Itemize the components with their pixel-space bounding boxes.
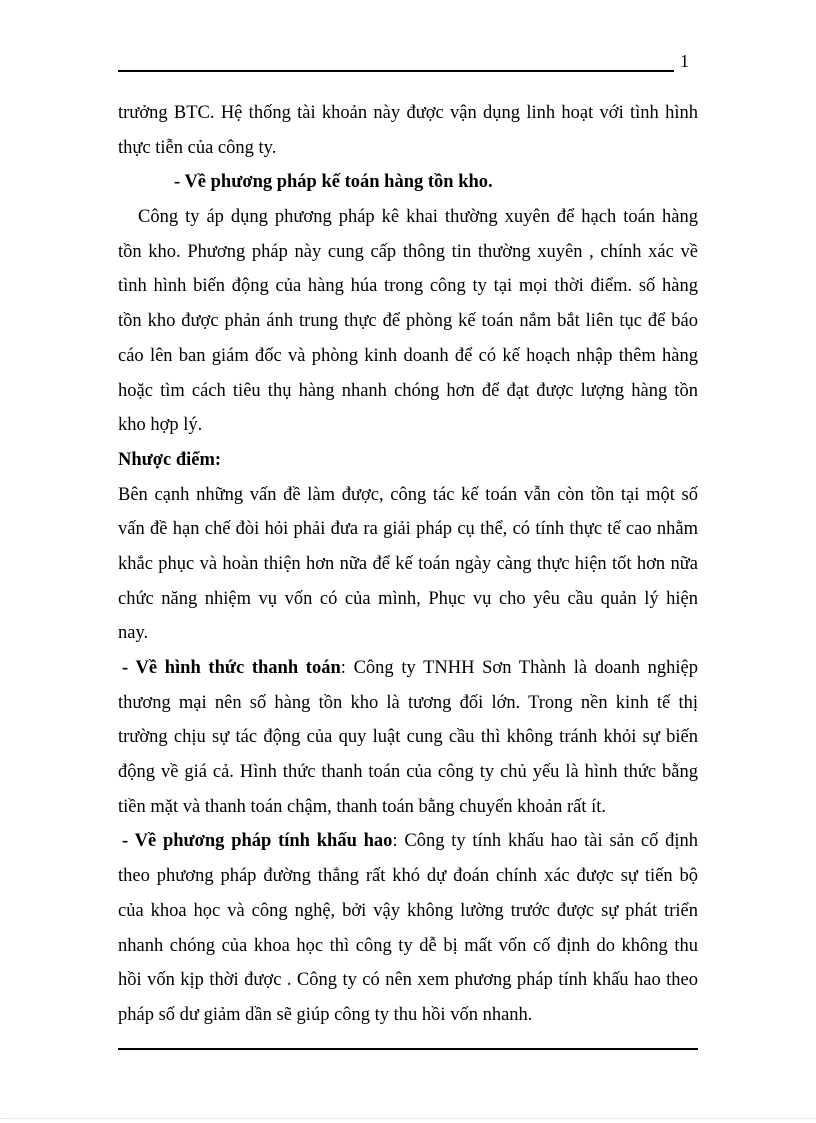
text-line: tồn kho được phản ánh trung thực để phòng kế toán nắm bắt liên tục để báo bbox=[118, 311, 698, 332]
document-body bbox=[118, 96, 698, 1033]
text-line: chức năng nhiệm vụ vốn có của mình, Phục vụ cho yêu cầu quản lý hiện bbox=[118, 588, 698, 609]
text-line: theo phương pháp đường thẳng rất khó dự đoán chính xác được sự tiến bộ bbox=[118, 866, 698, 887]
text-line: thương mại nên số hàng tồn kho là tương đối lớn. Trong nền kinh tế thị bbox=[118, 692, 698, 713]
text-line: tiền mặt và thanh toán chậm, thanh toán bằng chuyển khoản rất ít. bbox=[118, 796, 607, 817]
text-line: nay. bbox=[118, 623, 149, 644]
text-line: của khoa học và công nghệ, bởi vậy không lường trước được sự phát triển bbox=[118, 900, 698, 921]
section-heading bbox=[118, 443, 698, 478]
text-line: kho hợp lý. bbox=[118, 415, 203, 436]
text-line: hồi vốn kịp thời được . Công ty có nên xem phương pháp tính khấu hao theo bbox=[118, 970, 698, 991]
inline-text: : Công ty tính khấu hao tài sản cố định bbox=[392, 831, 698, 852]
text-line: Bên cạnh những vấn đề làm được, công tác kế toán vẫn còn tồn tại một số bbox=[118, 484, 698, 505]
text-line: thực tiễn của công ty. bbox=[118, 137, 277, 158]
text-line: nhanh chóng của khoa học thì công ty dễ bị mất vốn cố định do không thu bbox=[118, 935, 698, 956]
text-line bbox=[118, 651, 698, 686]
text-line: hoặc tìm cách tiêu thụ hàng nhanh chóng hơn để đạt được lượng hàng tồn bbox=[118, 380, 698, 401]
page-edge bbox=[0, 1118, 816, 1119]
text-line: khắc phục và hoàn thiện hơn nữa để kế toán ngày càng thực hiện tốt hơn nữa bbox=[118, 553, 698, 574]
text-line: trưởng BTC. Hệ thống tài khoản này được vận dụng linh hoạt với tình hình bbox=[118, 103, 698, 123]
text-line: tồn kho. Phương pháp này cung cấp thông tin thường xuyên , chính xác về bbox=[118, 241, 698, 262]
text-line: Công ty áp dụng phương pháp kê khai thường xuyên để hạch toán hàng bbox=[138, 207, 698, 228]
section-heading bbox=[118, 165, 698, 200]
footer-rule bbox=[118, 1048, 698, 1050]
text-line: tình hình biến động của hàng húa trong công ty tại mọi thời điểm. số hàng bbox=[118, 276, 698, 297]
text-line: vấn đề hạn chế đòi hỏi phải đưa ra giải pháp cụ thể, có tính thực tế cao nhằm bbox=[118, 519, 698, 540]
heading-text: - Về phương pháp kế toán hàng tồn kho. bbox=[174, 172, 493, 193]
text-line bbox=[118, 824, 698, 859]
inline-heading: - Về phương pháp tính khấu hao bbox=[122, 831, 393, 852]
header-rule bbox=[118, 70, 674, 72]
text-line: cáo lên ban giám đốc và phòng kinh doanh để có kế hoạch nhập thêm hàng bbox=[118, 345, 698, 366]
text-line: động về giá cả. Hình thức thanh toán của công ty chủ yếu là hình thức bằng bbox=[118, 762, 698, 783]
text-line: trường chịu sự tác động của quy luật cung cầu thì không tránh khỏi sự biến bbox=[118, 727, 698, 748]
inline-text: : Công ty TNHH Sơn Thành là doanh nghiệp bbox=[340, 658, 698, 678]
page-number: 1 bbox=[680, 51, 689, 71]
heading-text: Nhược điểm: bbox=[118, 449, 222, 470]
text-line: pháp số dư giảm dần sẽ giúp công ty thu hồi vốn nhanh. bbox=[118, 1004, 533, 1025]
inline-heading: - Về hình thức thanh toán bbox=[122, 658, 341, 678]
